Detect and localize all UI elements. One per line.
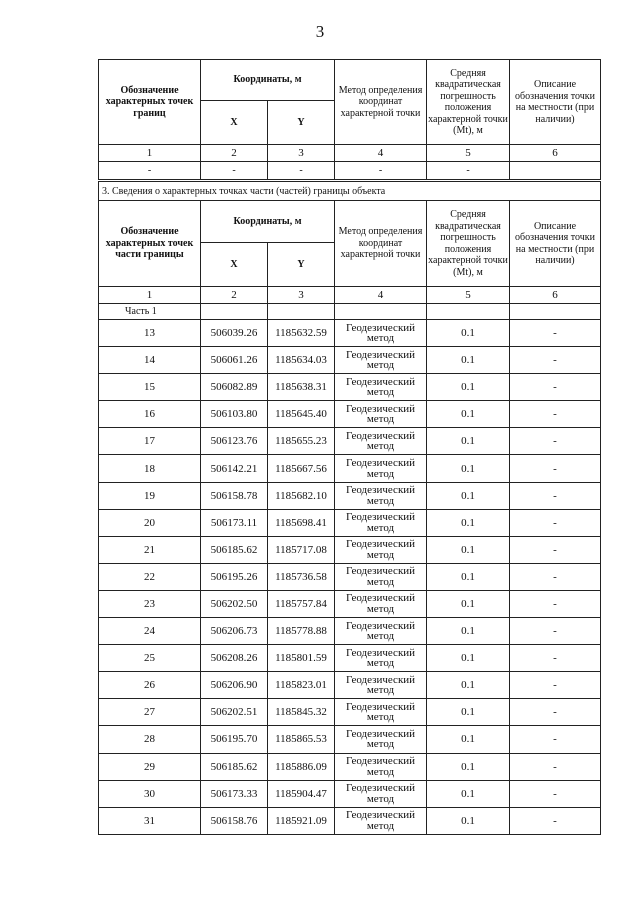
cell-x: 506185.62 [201,753,268,780]
table-row [99,482,601,509]
column-number: 4 [335,287,427,304]
table-row [99,618,601,645]
cell-method: Геодезический метод [335,401,427,428]
part-label: Часть 1 [99,304,201,320]
table-row [99,753,601,780]
cell-x: 506202.50 [201,590,268,617]
column-number: 2 [201,145,268,162]
cell-error: 0.1 [427,590,510,617]
cell-point: 23 [99,590,201,617]
cell-method: Геодезический метод [335,726,427,753]
cell-x: 506158.76 [201,807,268,834]
column-numbers-row [99,287,601,304]
table-row [99,374,601,401]
cell-point: 13 [99,320,201,347]
cell-x: 506061.26 [201,347,268,374]
cell-y: 1185886.09 [268,753,335,780]
cell-description: - [510,780,601,807]
header-y: Y [268,101,335,145]
empty-cell [427,304,510,320]
cell-method: Геодезический метод [335,536,427,563]
cell-error: - [427,162,510,180]
section-title: 3. Сведения о характерных точках части (частей) границы объекта [99,182,601,201]
cell-y: 1185845.32 [268,699,335,726]
cell-error: 0.1 [427,618,510,645]
cell-error: 0.1 [427,401,510,428]
cell-y: 1185904.47 [268,780,335,807]
empty-cell [268,304,335,320]
header-error: Средняя квадратическая погрешность положения характерной точки (Mt), м [427,201,510,287]
empty-cell [510,304,601,320]
cell-error: 0.1 [427,536,510,563]
cell-point: 26 [99,672,201,699]
cell-error: 0.1 [427,753,510,780]
cell-error: 0.1 [427,428,510,455]
cell-point: 28 [99,726,201,753]
cell-description: - [510,509,601,536]
cell-error: 0.1 [427,509,510,536]
column-number: 1 [99,287,201,304]
cell-x: 506185.62 [201,536,268,563]
cell-point: 31 [99,807,201,834]
column-number: 2 [201,287,268,304]
header-x: X [201,101,268,145]
cell-error: 0.1 [427,563,510,590]
column-number: 4 [335,145,427,162]
column-number: 3 [268,145,335,162]
cell-y: 1185645.40 [268,401,335,428]
cell-error: 0.1 [427,699,510,726]
cell-description: - [510,753,601,780]
table-row [99,726,601,753]
table-row [99,645,601,672]
cell-point: 27 [99,699,201,726]
cell-method: Геодезический метод [335,374,427,401]
header-error: Средняя квадратическая погрешность положения характерной точки (Mt), м [427,60,510,145]
cell-x: 506123.76 [201,428,268,455]
cell-y: 1185655.23 [268,428,335,455]
cell-y: 1185682.10 [268,482,335,509]
table-row [99,590,601,617]
table-row [99,699,601,726]
column-number: 5 [427,287,510,304]
cell-y: 1185823.01 [268,672,335,699]
cell-error: 0.1 [427,482,510,509]
cell-y: 1185801.59 [268,645,335,672]
cell-error: 0.1 [427,672,510,699]
cell-description: - [510,374,601,401]
cell-description [510,162,601,180]
cell-description: - [510,347,601,374]
cell-method: Геодезический метод [335,482,427,509]
cell-y: 1185921.09 [268,807,335,834]
cell-error: 0.1 [427,780,510,807]
cell-point: 14 [99,347,201,374]
cell-method: Геодезический метод [335,455,427,482]
cell-method: Геодезический метод [335,780,427,807]
cell-y: 1185632.59 [268,320,335,347]
empty-data-row [99,162,601,180]
cell-description: - [510,726,601,753]
cell-y: 1185698.41 [268,509,335,536]
cell-x: 506195.26 [201,563,268,590]
cell-point: 25 [99,645,201,672]
header-x: X [201,243,268,287]
cell-point: 30 [99,780,201,807]
cell-error: 0.1 [427,807,510,834]
table-row [99,780,601,807]
cell-method: Геодезический метод [335,807,427,834]
cell-point: 20 [99,509,201,536]
cell-y: 1185634.03 [268,347,335,374]
cell-x: 506208.26 [201,645,268,672]
cell-description: - [510,563,601,590]
cell-point: 16 [99,401,201,428]
cell-description: - [510,672,601,699]
cell-method: Геодезический метод [335,320,427,347]
cell-method: Геодезический метод [335,618,427,645]
cell-y: 1185778.88 [268,618,335,645]
cell-method: Геодезический метод [335,672,427,699]
cell-error: 0.1 [427,374,510,401]
cell-description: - [510,320,601,347]
table-row [99,672,601,699]
table-row [99,455,601,482]
cell-method: Геодезический метод [335,347,427,374]
table-row [99,536,601,563]
cell-method: Геодезический метод [335,590,427,617]
cell-y: 1185865.53 [268,726,335,753]
page-number: 3 [315,22,325,41]
cell-y: 1185638.31 [268,374,335,401]
empty-cell [335,304,427,320]
cell-error: 0.1 [427,726,510,753]
cell-x: 506195.70 [201,726,268,753]
table-row [99,320,601,347]
cell-point: 17 [99,428,201,455]
cell-y: 1185736.58 [268,563,335,590]
part-label-row [99,304,601,320]
cell-method: Геодезический метод [335,753,427,780]
cell-description: - [510,618,601,645]
cell-x: 506173.33 [201,780,268,807]
cell-y: - [268,162,335,180]
header-point: Обозначение характерных точек границ [99,60,201,145]
cell-error: 0.1 [427,645,510,672]
table-row [99,401,601,428]
cell-description: - [510,428,601,455]
header-method: Метод определения координат характерной точки [335,201,427,287]
cell-point: 22 [99,563,201,590]
header-y: Y [268,243,335,287]
table-row [99,509,601,536]
cell-y: 1185717.08 [268,536,335,563]
cell-description: - [510,807,601,834]
column-numbers-row [99,145,601,162]
column-number: 1 [99,145,201,162]
cell-description: - [510,455,601,482]
cell-x: 506158.78 [201,482,268,509]
cell-method: Геодезический метод [335,645,427,672]
cell-point: 29 [99,753,201,780]
table-row [99,563,601,590]
table-body [99,320,601,835]
table-row [99,807,601,834]
cell-x: 506206.73 [201,618,268,645]
cell-error: 0.1 [427,320,510,347]
cell-description: - [510,645,601,672]
cell-method: Геодезический метод [335,509,427,536]
cell-method: - [335,162,427,180]
cell-x: 506039.26 [201,320,268,347]
header-point: Обозначение характерных точек части границы [99,201,201,287]
header-coords: Координаты, м [201,60,335,101]
cell-point: 21 [99,536,201,563]
column-number: 5 [427,145,510,162]
column-number: 3 [268,287,335,304]
table-row [99,347,601,374]
empty-cell [201,304,268,320]
cell-method: Геодезический метод [335,699,427,726]
column-number: 6 [510,145,601,162]
cell-description: - [510,536,601,563]
column-number: 6 [510,287,601,304]
cell-description: - [510,699,601,726]
cell-error: 0.1 [427,347,510,374]
cell-x: 506142.21 [201,455,268,482]
cell-y: 1185757.84 [268,590,335,617]
cell-method: Геодезический метод [335,428,427,455]
part-boundary-points-table [98,181,601,835]
cell-x: 506082.89 [201,374,268,401]
cell-x: 506206.90 [201,672,268,699]
header-description: Описание обозначения точки на местности (при наличии) [510,60,601,145]
cell-description: - [510,401,601,428]
header-coords: Координаты, м [201,201,335,243]
header-method: Метод определения координат характерной точки [335,60,427,145]
table-row [99,428,601,455]
cell-x: 506173.11 [201,509,268,536]
cell-point: - [99,162,201,180]
boundary-points-table [98,59,601,180]
cell-description: - [510,482,601,509]
cell-point: 15 [99,374,201,401]
cell-error: 0.1 [427,455,510,482]
header-description: Описание обозначения точки на местности (при наличии) [510,201,601,287]
cell-y: 1185667.56 [268,455,335,482]
cell-point: 18 [99,455,201,482]
cell-point: 19 [99,482,201,509]
cell-method: Геодезический метод [335,563,427,590]
cell-x: 506103.80 [201,401,268,428]
cell-x: - [201,162,268,180]
cell-point: 24 [99,618,201,645]
cell-x: 506202.51 [201,699,268,726]
cell-description: - [510,590,601,617]
